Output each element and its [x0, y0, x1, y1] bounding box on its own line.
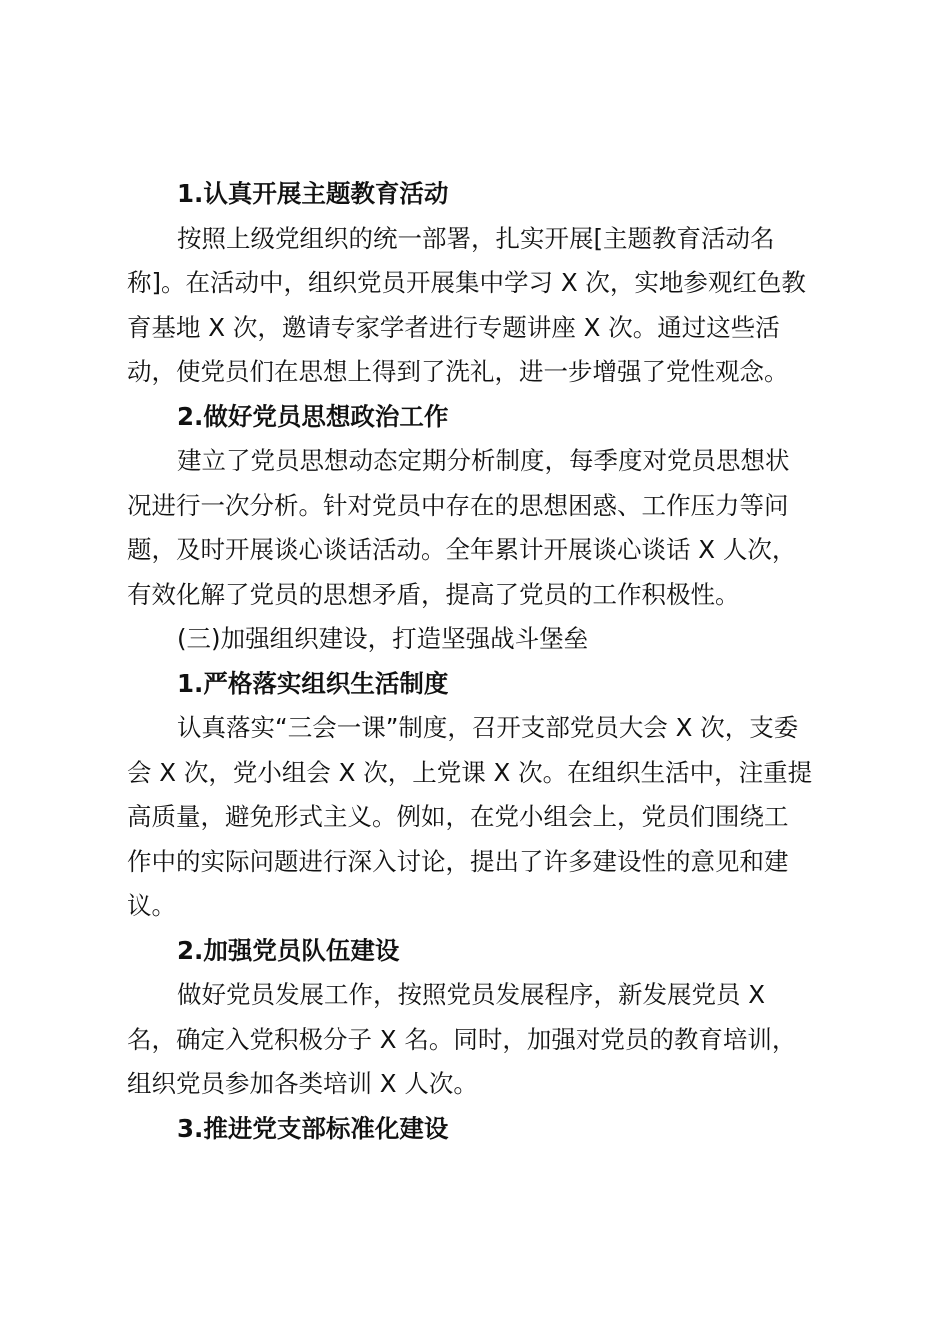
paragraph-line: 建立了党员思想动态定期分析制度，每季度对党员思想状: [177, 446, 790, 475]
paragraph-line: 称]。在活动中，组织党员开展集中学习 X 次，实地参观红色教: [127, 268, 806, 297]
paragraph-line: 按照上级党组织的统一部署，扎实开展[主题教育活动名: [177, 223, 775, 253]
document-page: [127, 172, 827, 1151]
paragraph-line: 动，使党员们在思想上得到了洗礼，进一步增强了党性观念。: [127, 357, 789, 386]
paragraph-line: 会 X 次，党小组会 X 次，上党课 X 次。在组织生活中，注重提: [127, 757, 813, 787]
paragraph-line: 况进行一次分析。针对党员中存在的思想困惑、工作压力等问: [127, 490, 789, 520]
paragraph-line: 育基地 X 次，邀请专家学者进行专题讲座 X 次。通过这些活: [127, 312, 780, 342]
heading-1-2: 2.做好党员思想政治工作: [177, 401, 449, 431]
paragraph-line: 有效化解了党员的思想矛盾，提高了党员的工作积极性。: [127, 579, 740, 609]
paragraph-theme-education: [127, 217, 827, 395]
heading-3-1: 1.严格落实组织生活制度: [177, 668, 449, 698]
heading-1-1: 1.认真开展主题教育活动: [177, 179, 449, 208]
paragraph-member-team: [127, 973, 827, 1107]
paragraph-organization-life: [127, 706, 827, 929]
section-heading-3: (三)加强组织建设，打造坚强战斗堡垒: [177, 624, 589, 653]
paragraph-line: 题，及时开展谈心谈话活动。全年累计开展谈心谈话 X 人次，: [127, 535, 797, 564]
paragraph-line: 高质量，避免形式主义。例如，在党小组会上，党员们围绕工: [127, 802, 789, 831]
heading-3-2: 2.加强党员队伍建设: [177, 935, 400, 965]
paragraph-line: 作中的实际问题进行深入讨论，提出了许多建设性的意见和建: [127, 846, 789, 876]
paragraph-line: 名，确定入党积极分子 X 名。同时，加强对党员的教育培训，: [127, 1024, 797, 1054]
paragraph-line: 认真落实“三会一课”制度，召开支部党员大会 X 次，支委: [177, 713, 799, 742]
paragraph-line: 组织党员参加各类培训 X 人次。: [127, 1069, 478, 1098]
paragraph-line: 做好党员发展工作，按照党员发展程序，新发展党员 X: [177, 980, 766, 1009]
paragraph-ideological-work: [127, 439, 827, 617]
heading-3-3: 3.推进党支部标准化建设: [177, 1113, 449, 1143]
paragraph-line: 议。: [127, 891, 176, 920]
